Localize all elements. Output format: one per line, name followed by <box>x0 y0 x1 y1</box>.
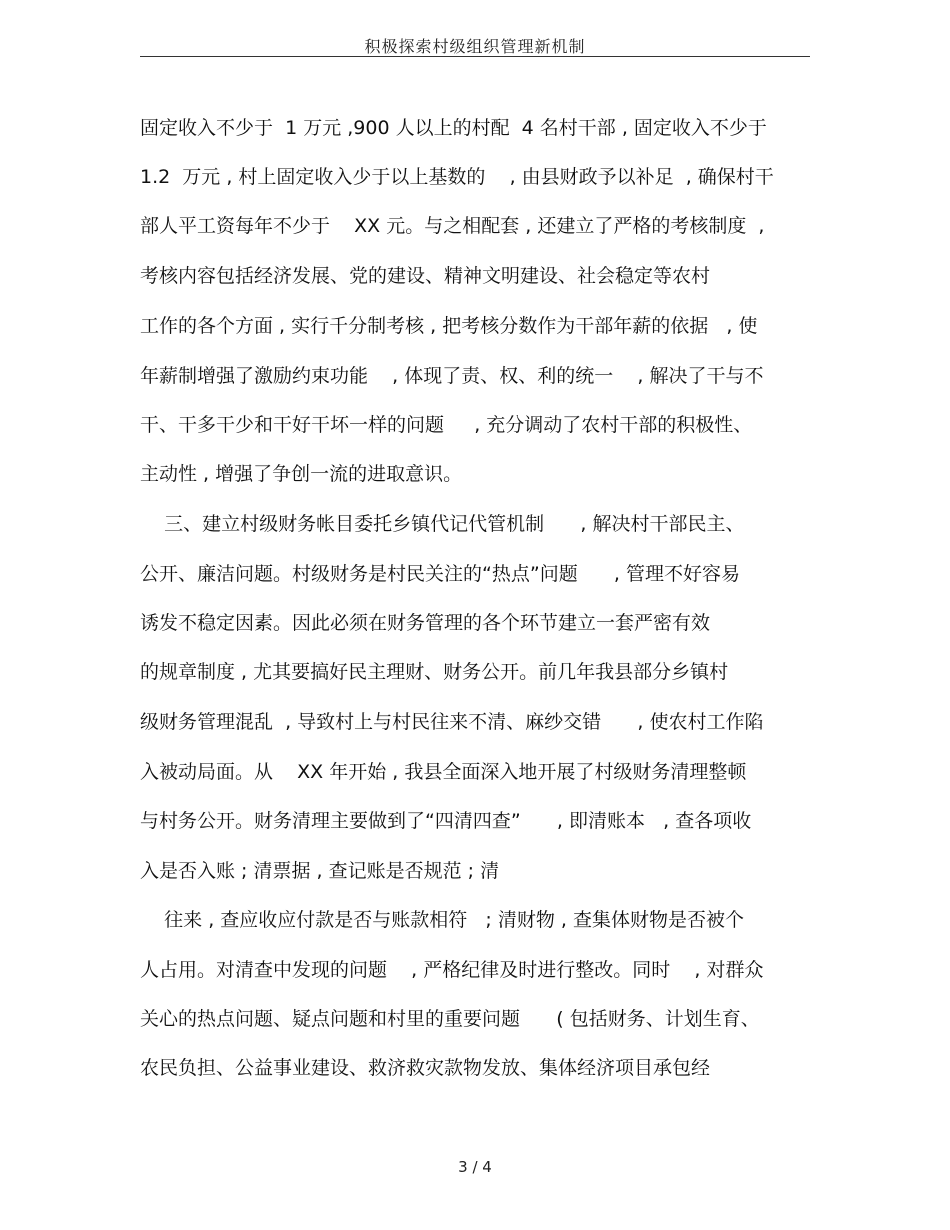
body-line: 往来 , 查应收应付款是否与账款相符 ; 清财物 , 查集体财物是否被个 <box>140 909 744 931</box>
body-line: 的规章制度 , 尤其要搞好民主理财、财务公开。前几年我县部分乡镇村 <box>140 661 729 683</box>
body-line: 与村务公开。财务清理主要做到了“四清四查” , 即清账本 , 查各项收 <box>140 810 752 832</box>
body-line: 工作的各个方面 , 实行千分制考核 , 把考核分数作为干部年薪的依据 , 使 <box>140 315 758 337</box>
body-line: 干、干多干少和干好干坏一样的问题 , 充分调动了农村干部的积极性、 <box>140 414 753 436</box>
body-line: 人占用。对清查中发现的问题 , 严格纪律及时进行整改。同时 , 对群众 <box>140 959 764 981</box>
body-line: 入是否入账 ; 清票据 , 查记账是否规范 ; 清 <box>140 860 500 882</box>
page-header-title: 积极探索村级组织管理新机制 <box>364 37 586 56</box>
body-line: 三、建立村级财务帐目委托乡镇代记代管机制 , 解决村干部民主、 <box>140 513 745 535</box>
header-divider <box>140 56 810 57</box>
body-line: 1.2 万元 , 村上固定收入少于以上基数的 , 由县财政予以补足 , 确保村干 <box>140 166 774 188</box>
body-line: 公开、廉洁问题。村级财务是村民关注的“热点”问题 , 管理不好容易 <box>140 563 741 585</box>
body-line: 部人平工资每年不少于 XX 元。与之相配套 , 还建立了严格的考核制度 , <box>140 215 765 237</box>
body-line: 主动性 , 增强了争创一流的进取意识。 <box>140 463 463 485</box>
body-line: 固定收入不少于 1 万元 ,900 人以上的村配 4 名村干部 , 固定收入不少于 <box>140 117 767 139</box>
body-line: 诱发不稳定因素。因此必须在财务管理的各个环节建立一套严密有效 <box>140 612 711 634</box>
body-line: 年薪制增强了激励约束功能 , 体现了责、权、利的统一 , 解决了干与不 <box>140 365 764 387</box>
body-line: 入被动局面。从 XX 年开始 , 我县全面深入地开展了村级财务清理整顿 <box>140 761 747 783</box>
page-number: 3 / 4 <box>458 1158 492 1176</box>
body-line: 关心的热点问题、疑点问题和村里的重要问题 ( 包括财务、计划生育、 <box>140 1008 760 1030</box>
body-line: 级财务管理混乱 , 导致村上与村民往来不清、麻纱交错 , 使农村工作陷 <box>140 711 764 733</box>
body-line: 农民负担、公益事业建设、救济救灾款物发放、集体经济项目承包经 <box>140 1057 711 1079</box>
body-line: 考核内容包括经济发展、党的建设、精神文明建设、社会稳定等农村 <box>140 265 711 287</box>
